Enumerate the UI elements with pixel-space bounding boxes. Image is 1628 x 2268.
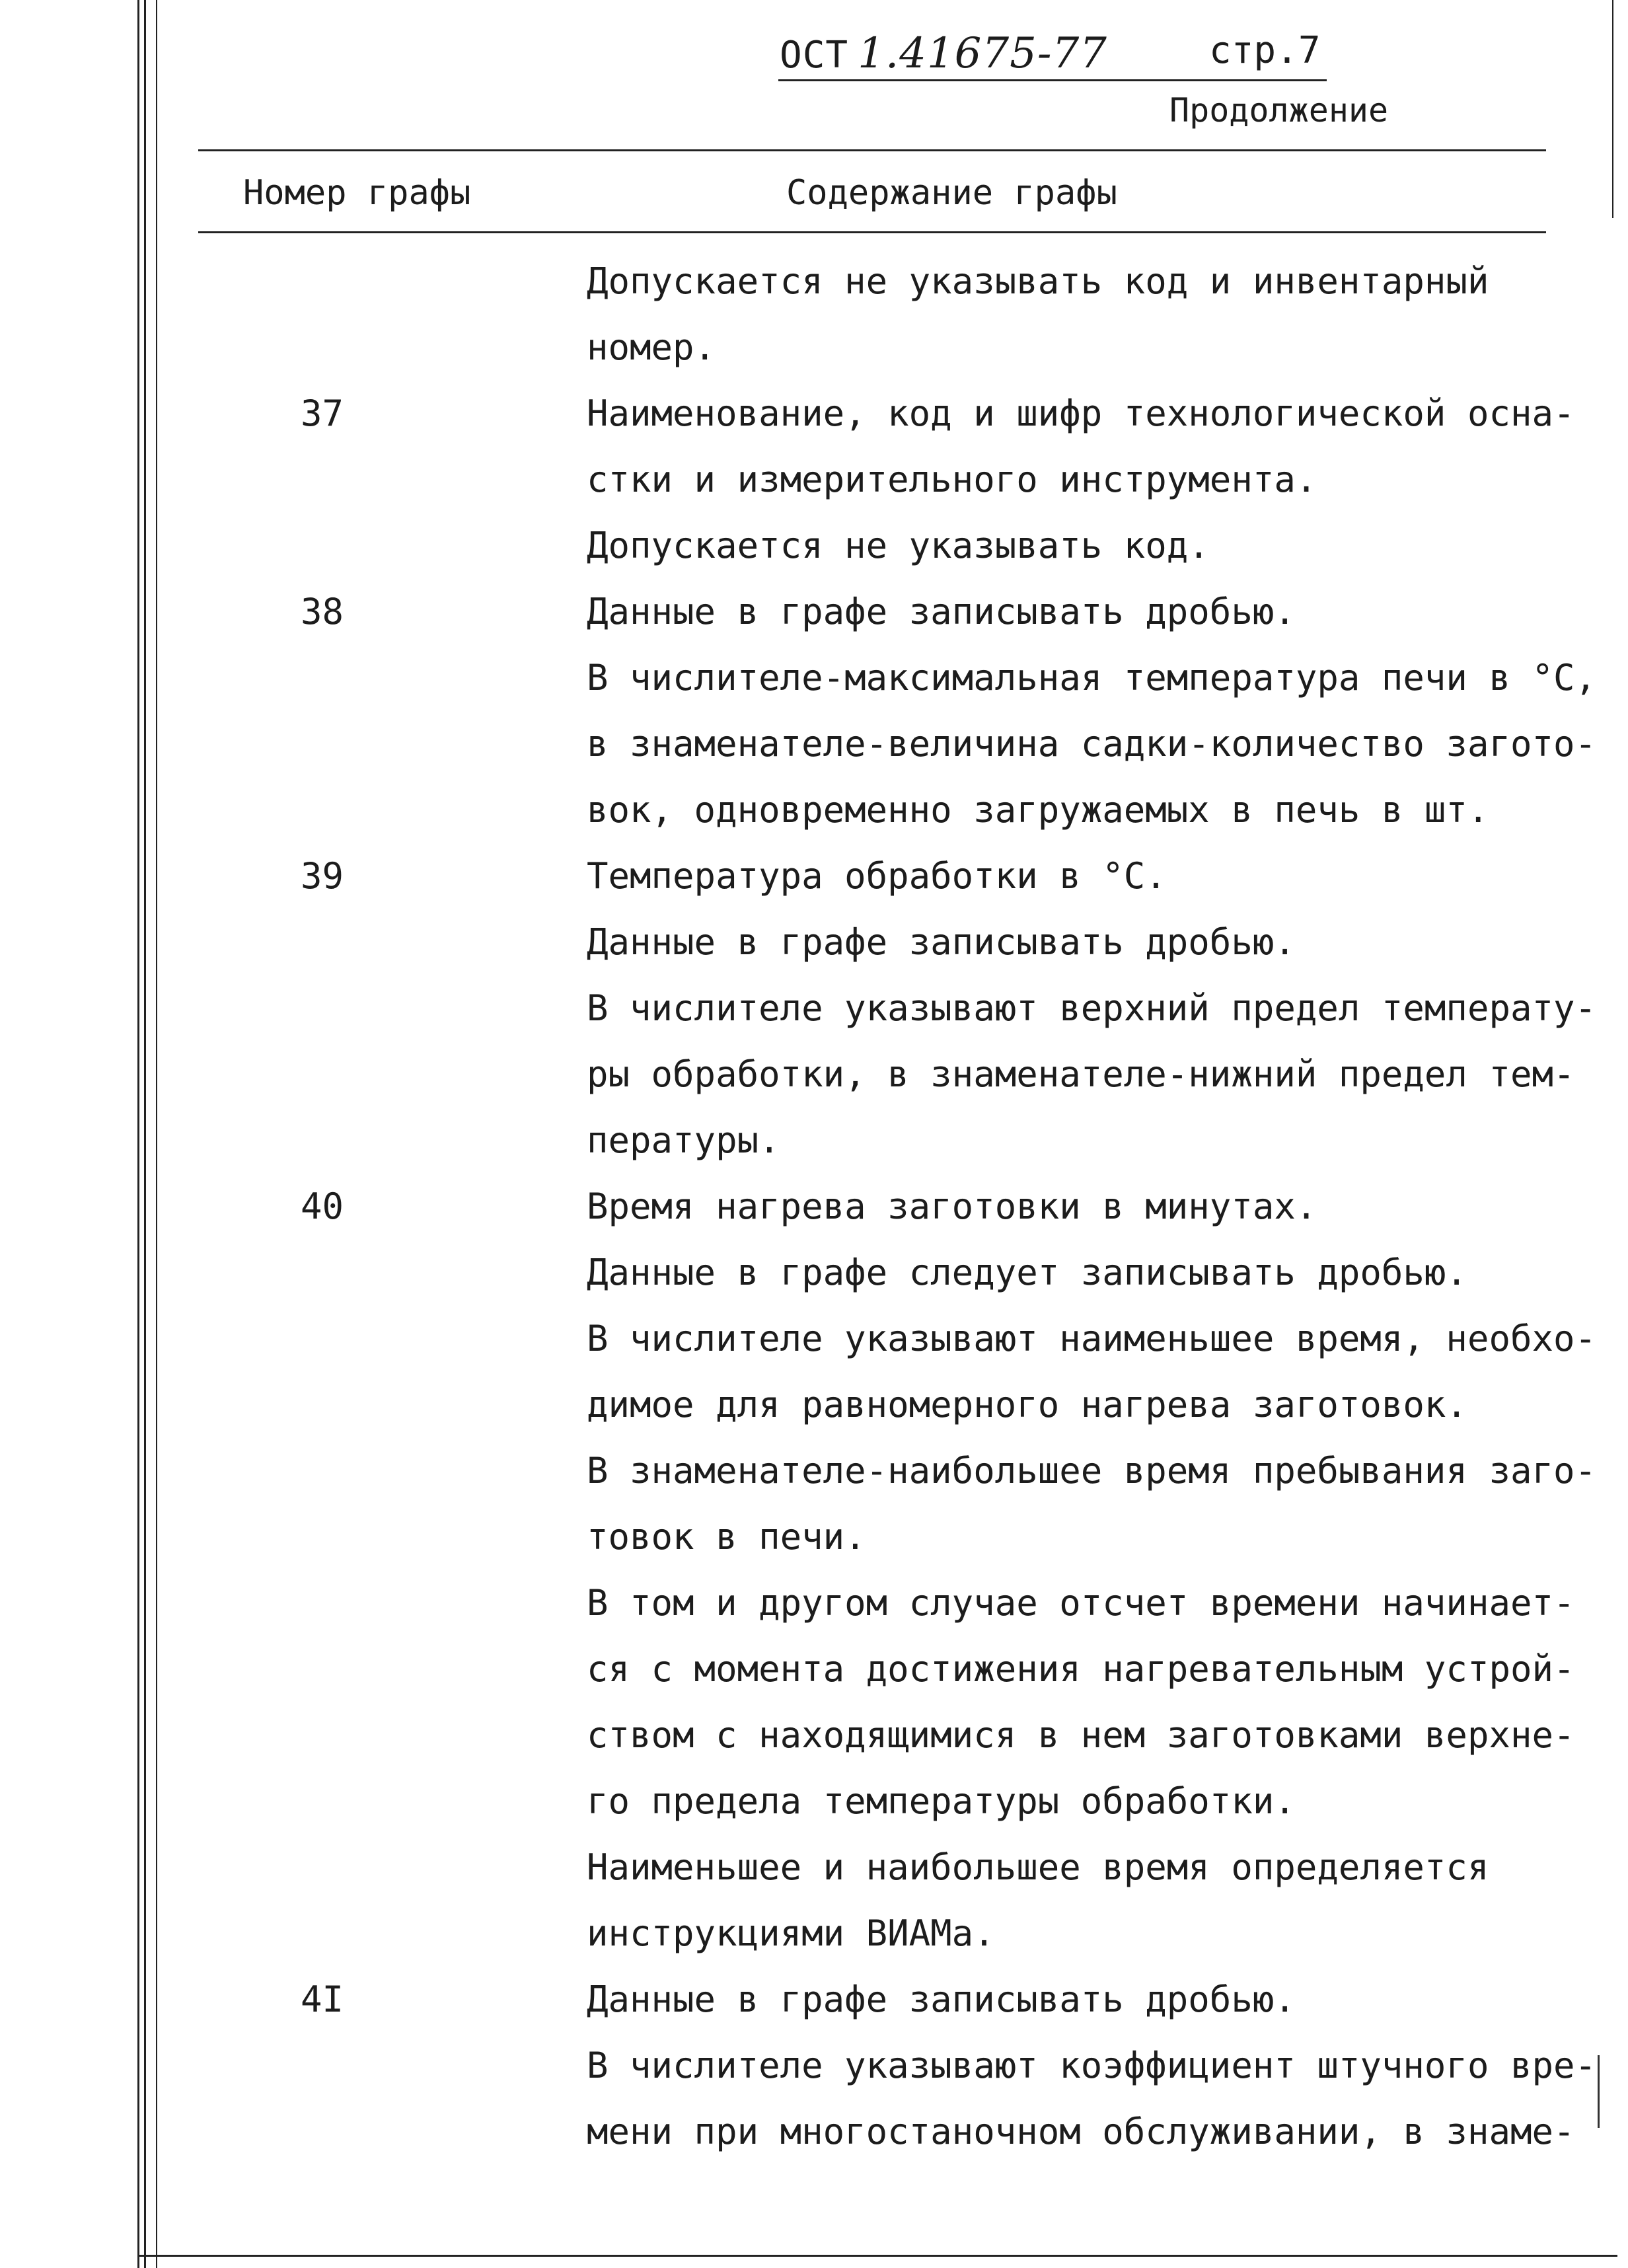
content-line: Данные в графе записывать дробью.: [587, 1979, 1296, 2020]
row-number: 4I: [301, 1979, 344, 2020]
content-line: Данные в графе записывать дробью.: [587, 591, 1296, 632]
content-line: мени при многостаночном обслуживании, в знаме-: [587, 2111, 1575, 2152]
left-margin-line: [137, 0, 139, 2268]
content-line: ся с момента достижения нагревательным устрой-: [587, 1648, 1575, 1690]
row-number: 40: [301, 1186, 344, 1227]
column-header-content: Содержание графы: [786, 173, 1117, 213]
document-code: [780, 29, 1107, 78]
content-line: ством с находящимися в нем заготовками верхне-: [587, 1714, 1575, 1756]
left-margin-line-thin: [156, 0, 157, 2268]
content-line: пературы.: [587, 1119, 780, 1161]
row-number: 39: [301, 855, 344, 897]
table-header-rule: [198, 231, 1546, 233]
content-line: Допускается не указывать код.: [587, 525, 1210, 566]
content-line: В числителе указывают коэффициент штучного вре-: [587, 2045, 1597, 2086]
content-line: В знаменателе-наибольшее время пребывания заго-: [587, 1450, 1597, 1492]
content-line: Время нагрева заготовки в минутах.: [587, 1186, 1317, 1227]
content-line: в знаменателе-величина садки-количество загото-: [587, 723, 1597, 765]
doc-code-underline: [778, 79, 1327, 81]
margin-mark: [1598, 2055, 1606, 2128]
bottom-frame-line: [137, 2255, 1617, 2257]
content-line: стки и измерительного инструмента.: [587, 459, 1317, 500]
row-number: 38: [301, 591, 344, 632]
left-margin-line-inner: [144, 0, 146, 2268]
continuation-label: Продолжение: [1169, 91, 1389, 130]
doc-prefix: ОСТ: [780, 34, 849, 77]
table-top-rule: [198, 149, 1546, 151]
content-line: ры обработки, в знаменателе-нижний предел тем-: [587, 1053, 1575, 1095]
right-frame-line: [1612, 0, 1613, 218]
content-line: инструкциями ВИАМа.: [587, 1912, 995, 1954]
content-line: Наименование, код и шифр технологической осна-: [587, 393, 1575, 434]
content-line: Данные в графе записывать дробью.: [587, 921, 1296, 963]
row-number: 37: [301, 393, 344, 434]
content-line: В числителе указывают верхний предел температу-: [587, 987, 1597, 1029]
content-line: вок, одновременно загружаемых в печь в шт.: [587, 789, 1489, 831]
content-line: номер.: [587, 326, 716, 368]
content-line: го предела температуры обработки.: [587, 1780, 1296, 1822]
column-header-number: Номер графы: [243, 173, 471, 213]
content-line: димое для равномерного нагрева заготовок.: [587, 1384, 1467, 1425]
content-line: Наименьшее и наибольшее время определяется: [587, 1846, 1489, 1888]
content-line: В числителе указывают наименьшее время, необхо-: [587, 1318, 1597, 1359]
content-line: Допускается не указывать код и инвентарный: [587, 260, 1489, 302]
content-line: товок в печи.: [587, 1516, 866, 1558]
doc-number: 1.41675-77: [858, 29, 1107, 78]
content-line: Данные в графе следует записывать дробью.: [587, 1252, 1467, 1293]
content-line: В том и другом случае отсчет времени начинает-: [587, 1582, 1575, 1624]
page-label: стр.7: [1209, 29, 1321, 72]
content-line: Температура обработки в °С.: [587, 855, 1167, 897]
content-line: В числителе-максимальная температура печи в °С,: [587, 657, 1597, 699]
